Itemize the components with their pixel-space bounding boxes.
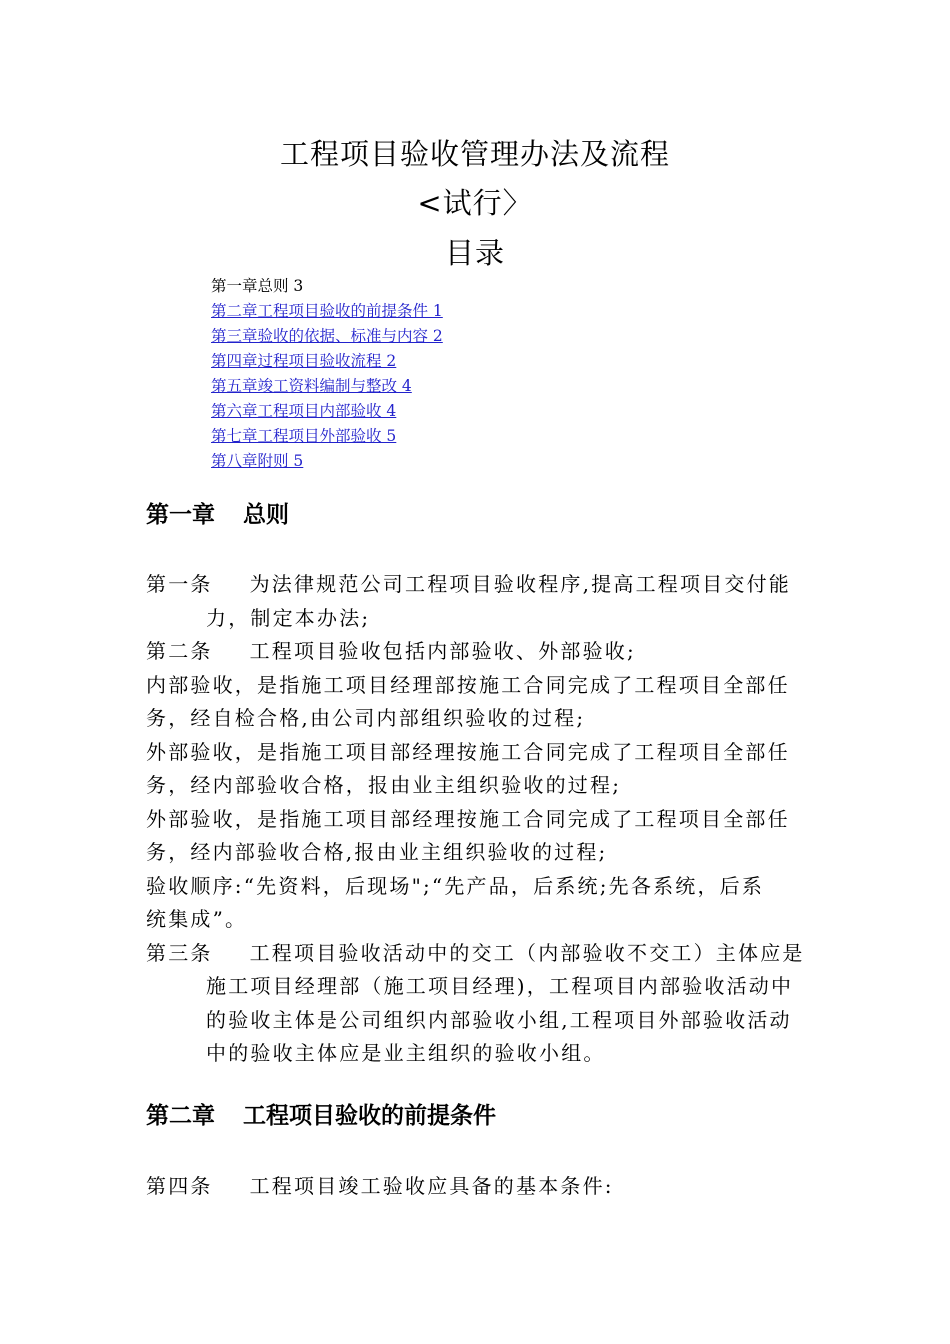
- paragraph-line: 务，经自检合格,由公司内部组织验收的过程;: [146, 706, 586, 730]
- table-of-contents: [211, 274, 443, 474]
- chapter-title: 总则: [243, 502, 289, 528]
- article-line: [146, 1170, 806, 1204]
- chapter-2-body: [146, 1170, 806, 1204]
- toc-link-chapter-8[interactable]: 第八章附则 5: [211, 452, 304, 470]
- article-text: 工程项目验收包括内部验收、外部验收;: [249, 639, 636, 663]
- toc-link-chapter-2[interactable]: 第二章工程项目验收的前提条件 1: [211, 302, 443, 320]
- document-subtitle: <试行〉: [417, 186, 533, 220]
- article-label: 第三条: [146, 940, 213, 965]
- article-continuation: 施工项目经理部（施工项目经理)，工程项目内部验收活动中: [206, 974, 794, 998]
- paragraph-line: 验收顺序:“先资料，后现场";“先产品，后系统;先各系统，后系: [146, 873, 765, 898]
- paragraph-line: 外部验收，是指施工项目部经理按施工合同完成了工程项目全部任: [146, 806, 790, 831]
- chapter-1-body: [146, 568, 806, 1071]
- toc-link-chapter-6[interactable]: 第六章工程项目内部验收 4: [211, 402, 397, 420]
- paragraph-line: 务，经内部验收合格,报由业主组织验收的过程;: [146, 840, 608, 864]
- article-text: 工程项目验收活动中的交工（内部验收不交工）主体应是: [249, 940, 805, 965]
- toc-heading: 目录: [444, 236, 505, 270]
- chapter-title: 工程项目验收的前提条件: [243, 1103, 496, 1129]
- chapter-1-heading: [146, 496, 289, 529]
- article-line: [146, 568, 806, 602]
- toc-item-chapter-1: 第一章总则 3: [211, 277, 304, 295]
- article-text: 为法律规范公司工程项目验收程序,提高工程项目交付能: [249, 572, 791, 596]
- toc-link-chapter-4[interactable]: 第四章过程项目验收流程 2: [211, 352, 397, 370]
- article-continuation: 中的验收主体应是业主组织的验收小组。: [206, 1041, 606, 1065]
- article-continuation: 的验收主体是公司组织内部验收小组,工程项目外部验收活动: [206, 1007, 792, 1032]
- paragraph-line: 务，经内部验收合格，报由业主组织验收的过程;: [146, 773, 622, 797]
- article-line: [146, 635, 806, 669]
- article-continuation: 力，制定本办法;: [206, 605, 371, 630]
- paragraph-line: 外部验收，是指施工项目部经理按施工合同完成了工程项目全部任: [146, 739, 790, 764]
- toc-link-chapter-3[interactable]: 第三章验收的依据、标准与内容 2: [211, 327, 443, 345]
- toc-link-chapter-7[interactable]: 第七章工程项目外部验收 5: [211, 427, 397, 445]
- chapter-number: 第一章: [146, 502, 215, 528]
- chapter-number: 第二章: [146, 1103, 215, 1129]
- toc-link-chapter-5[interactable]: 第五章竣工资料编制与整改 4: [211, 377, 412, 395]
- chapter-2-heading: [146, 1097, 496, 1130]
- article-label: 第一条: [146, 572, 213, 596]
- article-line: [146, 937, 806, 971]
- paragraph-line: 内部验收，是指施工项目经理部按施工合同完成了工程项目全部任: [146, 672, 790, 697]
- article-label: 第四条: [146, 1174, 213, 1198]
- paragraph-line: 统集成”。: [146, 907, 248, 931]
- document-title: 工程项目验收管理办法及流程: [279, 137, 670, 171]
- article-label: 第二条: [146, 639, 213, 663]
- article-text: 工程项目竣工验收应具备的基本条件:: [249, 1174, 614, 1198]
